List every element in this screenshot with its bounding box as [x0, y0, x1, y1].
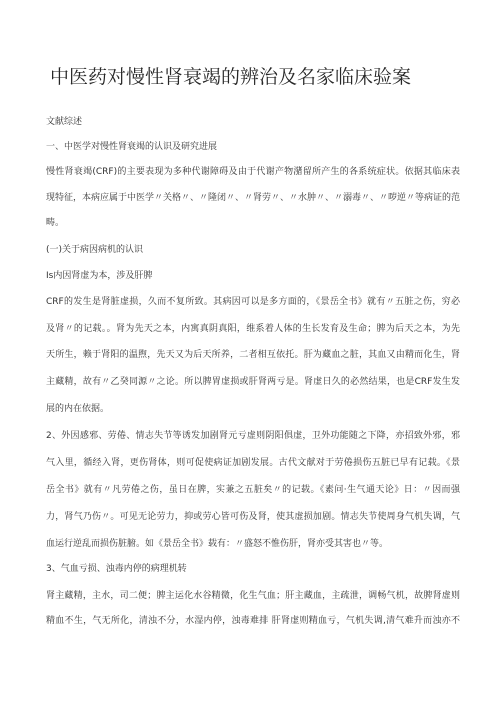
- paragraph-line: 展的内在依据。: [46, 404, 110, 414]
- paragraph-line: 天所生，赖于肾阳的温煦，先天又为后天所养，二者相互依托。肝为藏血之脏，其血又由精而化生，肾: [46, 350, 460, 360]
- document-title: 中医药对慢性肾衰竭的辨治及名家临床验案: [50, 66, 412, 88]
- paragraph-line: 主藏精，故有〃乙癸同源〃之论。所以脾胃虚损或肝肾两亏是。肾虚日久的必然结果，也是CRF发生发: [46, 377, 460, 387]
- paragraph-line: 血运行逆乱而损伤脏腑。如《景岳全书》载有：〃盛怒不惟伤肝，肾亦受其害也〃等。: [46, 539, 389, 549]
- paragraph-line: 气入里，循经入肾，更伤肾体，则可促使病证加剧发展。古代文献对于劳倦损伤五脏已早有记载。《景: [46, 458, 460, 468]
- paragraph-line: CRF的发生是肾脏虚损，久而不复所致。其病因可以是多方面的，《景岳全书》就有〃五脏之伤，穷必: [46, 297, 460, 307]
- paragraph-line: 2、外因感邪、劳倦、情志失节等诱发加剧肾元亏虚则阴阳俱虚，卫外功能随之下降，亦招致外邪，邪: [46, 431, 460, 441]
- subheading-etiology: (一)关于病因病机的认识: [46, 245, 144, 255]
- section-label: 文献综述: [46, 117, 83, 127]
- heading-pathology: 3、气血亏损、浊毒内停的病理机转: [46, 564, 187, 574]
- paragraph-line: 力，肾气乃伤〃。可见无论劳力，抑或劳心皆可伤及肾，使其虚损加剧。情志失节使周身气机失调，气: [46, 512, 460, 522]
- paragraph-line: 岳全书》就有〃凡劳倦之伤，虽日在脾，实兼之五脏矣〃的记载。《素问·生气通天论》日：〃因而强: [46, 485, 460, 495]
- intro-line: 畴。: [46, 218, 65, 228]
- heading-understanding: 一、中医学对慢性肾衰竭的认识及研究进展: [46, 142, 218, 152]
- paragraph-line: 及肾〃的记载。。肾为先天之本，内寓真阴真阳，维系着人体的生长发育及生命；脾为后天之本，为先: [46, 324, 460, 334]
- paragraph-line: 肾主藏精，主水，司二便；脾主运化水谷精微，化生气血；肝主藏血，主疏泄，调畅气机，故脾肾虚则: [46, 591, 460, 601]
- intro-line: 慢性肾衰竭(CRF)的主要表现为多种代谢障碍及由于代谢产物潴留所产生的各系统症状。依据其临床表: [46, 167, 460, 177]
- paragraph-line: 精血不生，气无所化，清浊不分，水湿内停，浊毒难排 肝肾虚则精血亏，气机失调,清气难升而浊亦不: [46, 616, 460, 626]
- intro-line: 现特征，本病应属于中医学〃关格〃、〃隆闭〃、〃肾劳〃、〃水肿〃、〃溺毒〃、〃哕逆〃等病证的范: [46, 193, 460, 203]
- subheading-kidney-deficiency: Is内因肾虚为本，涉及肝脾: [46, 271, 153, 281]
